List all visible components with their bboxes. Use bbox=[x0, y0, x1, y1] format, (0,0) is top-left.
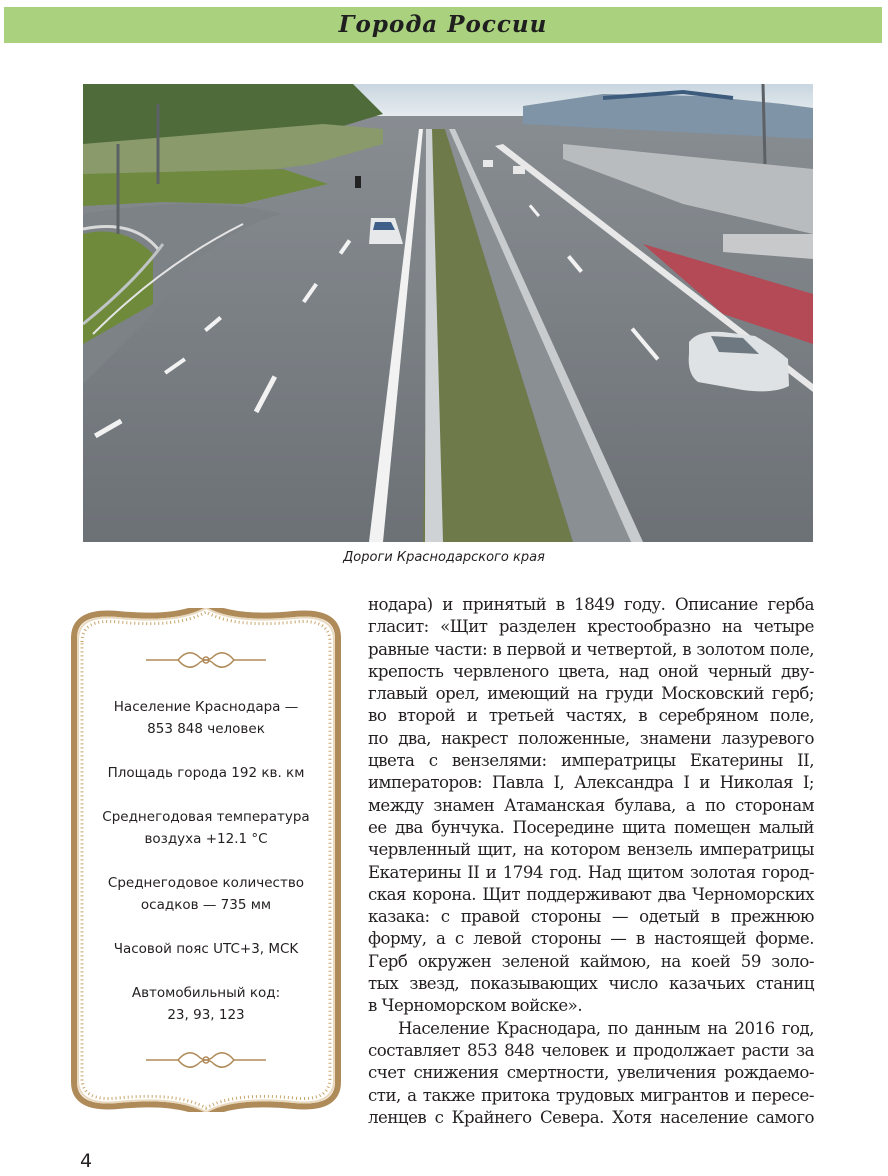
body-line: счет снижения смертности, увеличения рождаемо- bbox=[368, 1063, 814, 1083]
body-line: императоров: Павла I, Александра I и Николая I; bbox=[368, 773, 814, 793]
chapter-header-bar bbox=[4, 7, 882, 43]
road-photo bbox=[83, 84, 813, 542]
body-line: цвета с вензелями: императрицы Екатерины II, bbox=[368, 751, 814, 771]
body-line: червленный щит, на котором вензель императрицы bbox=[368, 840, 814, 860]
body-line: казака: с правой стороны — одетый в прежнюю bbox=[368, 907, 814, 927]
body-line: Герб окружен зеленой каймою, на коей 59 золо- bbox=[368, 951, 814, 971]
body-line: Екатерины II и 1794 год. Над щитом золотая город- bbox=[368, 862, 814, 882]
body-line: нодара) и принятый в 1849 году. Описание герба bbox=[368, 595, 814, 614]
highway-illustration bbox=[83, 84, 813, 542]
body-line: ее два бунчука. Посередине щита помещен малый bbox=[368, 817, 814, 837]
body-line: по два, накрест положенные, знамени лазуревого bbox=[368, 728, 814, 748]
body-line: гласит: «Щит разделен крестообразно на четыре bbox=[368, 617, 814, 637]
fact-timezone: Часовой пояс UTC+3, MCK bbox=[113, 941, 299, 957]
chapter-title: Города России bbox=[338, 11, 548, 38]
body-line: во второй и третьей частях, в серебряном поле, bbox=[368, 706, 814, 726]
fact-precipitation: Среднегодовое количество осадков — 735 мм bbox=[107, 875, 305, 913]
body-line: сти, а также притока трудовых мигрантов и пересе- bbox=[368, 1085, 814, 1105]
body-line: главый орел, имеющий на груди Московский герб; bbox=[368, 684, 814, 704]
body-line: ленцев с Крайнего Севера. Хотя население самого bbox=[368, 1107, 814, 1127]
body-line: тых звезд, показывающих число казачьих станиц bbox=[368, 974, 814, 994]
body-line: форму, а с левой стороны — в настоящей форме. bbox=[368, 929, 814, 949]
fact-area: Площадь города 192 кв. км bbox=[107, 765, 305, 781]
body-line: ская корона. Щит поддерживают два Черноморских bbox=[368, 884, 814, 904]
body-line: в Черноморском войске». bbox=[368, 996, 583, 1016]
article-body bbox=[368, 594, 814, 1129]
fact-temperature: Среднегодовая температура воздуха +12.1 °С bbox=[102, 809, 310, 847]
photo-caption: Дороги Краснодарского края bbox=[343, 550, 545, 565]
fact-car-code: Автомобильный код: 23, 93, 123 bbox=[131, 985, 281, 1023]
page-number: 4 bbox=[80, 1150, 93, 1172]
body-line: Население Краснодара, по данным на 2016 год, bbox=[398, 1018, 814, 1038]
body-line: составляет 853 848 человек и продолжает расти за bbox=[368, 1040, 814, 1060]
city-facts bbox=[88, 696, 324, 1048]
body-line: равные части: в первой и четвертой, в золотом поле, bbox=[368, 639, 814, 659]
fact-population: Население Краснодара — 853 848 человек bbox=[113, 699, 299, 737]
body-line: между знамен Атаманская булава, а по сторонам bbox=[368, 795, 814, 815]
body-line: крепость червленого цвета, над оной черный дву- bbox=[368, 661, 814, 681]
